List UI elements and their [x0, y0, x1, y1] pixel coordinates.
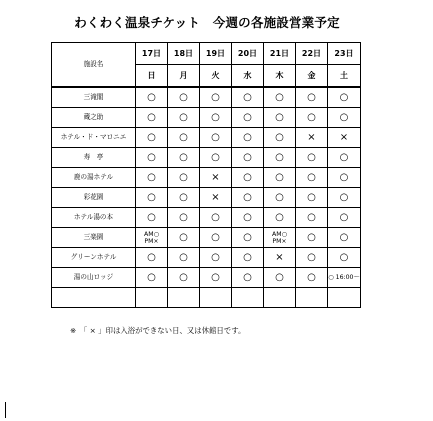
status-cell: ○ [296, 248, 328, 268]
status-cell: ○ [200, 148, 232, 168]
status-cell: ○ [136, 148, 168, 168]
weekday-header: 水 [232, 65, 264, 88]
status-cell: ○ [168, 228, 200, 248]
facility-name: 三滝閣 [52, 87, 136, 108]
status-cell: ○ [168, 128, 200, 148]
status-cell: ○ [200, 87, 232, 108]
status-cell: ○ [328, 148, 361, 168]
status-cell [232, 288, 264, 308]
status-cell: ○ [168, 87, 200, 108]
status-cell: ○ [232, 268, 264, 288]
weekday-header: 木 [264, 65, 296, 88]
status-cell: ○ [232, 248, 264, 268]
status-cell: × [328, 128, 361, 148]
weekday-header: 土 [328, 65, 361, 88]
status-cell: ○ [232, 148, 264, 168]
status-cell: ○ [264, 188, 296, 208]
status-cell: ○ [296, 148, 328, 168]
status-cell: AM○ PM× [264, 228, 296, 248]
facility-name [52, 288, 136, 308]
weekday-header: 月 [168, 65, 200, 88]
status-cell: ○ [264, 108, 296, 128]
status-cell: ○ [296, 268, 328, 288]
table-row [52, 228, 361, 248]
text-cursor [5, 402, 6, 418]
date-header: 21日 [264, 43, 296, 65]
status-cell: ○ [328, 208, 361, 228]
date-header: 22日 [296, 43, 328, 65]
status-cell: ○ [168, 248, 200, 268]
status-cell: AM○ PM× [136, 228, 168, 248]
status-cell: ○ [200, 248, 232, 268]
status-cell: ○ [264, 168, 296, 188]
status-cell: ○ [136, 248, 168, 268]
status-cell: ○ [168, 268, 200, 288]
table-row [52, 168, 361, 188]
facility-name: 彩花園 [52, 188, 136, 208]
weekday-header: 金 [296, 65, 328, 88]
facility-name: 鹿の湯ホテル [52, 168, 136, 188]
status-cell: ○ [232, 168, 264, 188]
facility-name: 三楽園 [52, 228, 136, 248]
table-row [52, 128, 361, 148]
status-cell: ○ [232, 128, 264, 148]
status-cell: ○ [200, 228, 232, 248]
status-cell: ○ [200, 128, 232, 148]
status-cell: ○ [264, 87, 296, 108]
status-cell [328, 288, 361, 308]
status-cell: ○ [296, 87, 328, 108]
facility-name-header: 施設名 [52, 43, 136, 88]
status-cell: ○ [168, 188, 200, 208]
status-cell: ○ [264, 268, 296, 288]
status-cell: ○ [168, 168, 200, 188]
date-header: 17日 [136, 43, 168, 65]
status-cell: ○ [296, 108, 328, 128]
status-cell: × [296, 128, 328, 148]
status-cell: ○ [168, 148, 200, 168]
status-cell: × [264, 248, 296, 268]
status-cell: ○ [328, 188, 361, 208]
status-cell [136, 288, 168, 308]
status-cell [200, 288, 232, 308]
status-cell: × [200, 168, 232, 188]
status-cell: ○ 16:00〜 [328, 268, 361, 288]
status-cell: ○ [328, 248, 361, 268]
weekday-header: 日 [136, 65, 168, 88]
status-cell [168, 288, 200, 308]
status-cell: ○ [136, 128, 168, 148]
status-cell: ○ [328, 228, 361, 248]
table-row [52, 87, 361, 108]
schedule-table [51, 42, 361, 308]
status-cell: ○ [328, 108, 361, 128]
status-cell: ○ [296, 228, 328, 248]
status-cell: ○ [264, 148, 296, 168]
status-cell: ○ [136, 188, 168, 208]
legend-note: ※ 「 × 」印は入浴ができない日、又は休館日です。 [70, 326, 246, 335]
status-cell: ○ [296, 188, 328, 208]
status-cell: ○ [168, 108, 200, 128]
status-cell: ○ [200, 108, 232, 128]
weekday-header: 火 [200, 65, 232, 88]
facility-name: 蔵之助 [52, 108, 136, 128]
table-row [52, 288, 361, 308]
table-row [52, 108, 361, 128]
status-cell: ○ [296, 168, 328, 188]
status-cell: ○ [232, 108, 264, 128]
date-header: 23日 [328, 43, 361, 65]
status-cell: ○ [328, 168, 361, 188]
status-cell: ○ [296, 208, 328, 228]
table-row [52, 188, 361, 208]
status-cell: ○ [264, 128, 296, 148]
status-cell: ○ [264, 208, 296, 228]
status-cell: ○ [232, 87, 264, 108]
table-row [52, 148, 361, 168]
status-cell: ○ [232, 228, 264, 248]
status-cell: × [200, 188, 232, 208]
status-cell: ○ [136, 168, 168, 188]
status-cell: ○ [136, 87, 168, 108]
status-cell [264, 288, 296, 308]
facility-name: 湯の山ロッジ [52, 268, 136, 288]
date-header: 20日 [232, 43, 264, 65]
status-cell: ○ [136, 268, 168, 288]
facility-name: ホテル湯の本 [52, 208, 136, 228]
table-row [52, 248, 361, 268]
facility-name: ホテル・ド・マロニエ [52, 128, 136, 148]
status-cell: ○ [168, 208, 200, 228]
status-cell: ○ [136, 108, 168, 128]
status-cell: ○ [232, 188, 264, 208]
status-cell: ○ [200, 268, 232, 288]
facility-name: 寿 亭 [52, 148, 136, 168]
date-header: 18日 [168, 43, 200, 65]
date-header: 19日 [200, 43, 232, 65]
status-cell [296, 288, 328, 308]
table-row [52, 268, 361, 288]
status-cell: ○ [200, 208, 232, 228]
status-cell: ○ [136, 208, 168, 228]
facility-name: グリーンホテル [52, 248, 136, 268]
status-cell: ○ [328, 87, 361, 108]
status-cell: ○ [232, 208, 264, 228]
table-row [52, 208, 361, 228]
page-title: わくわく温泉チケット 今週の各施設営業予定 [74, 15, 340, 30]
